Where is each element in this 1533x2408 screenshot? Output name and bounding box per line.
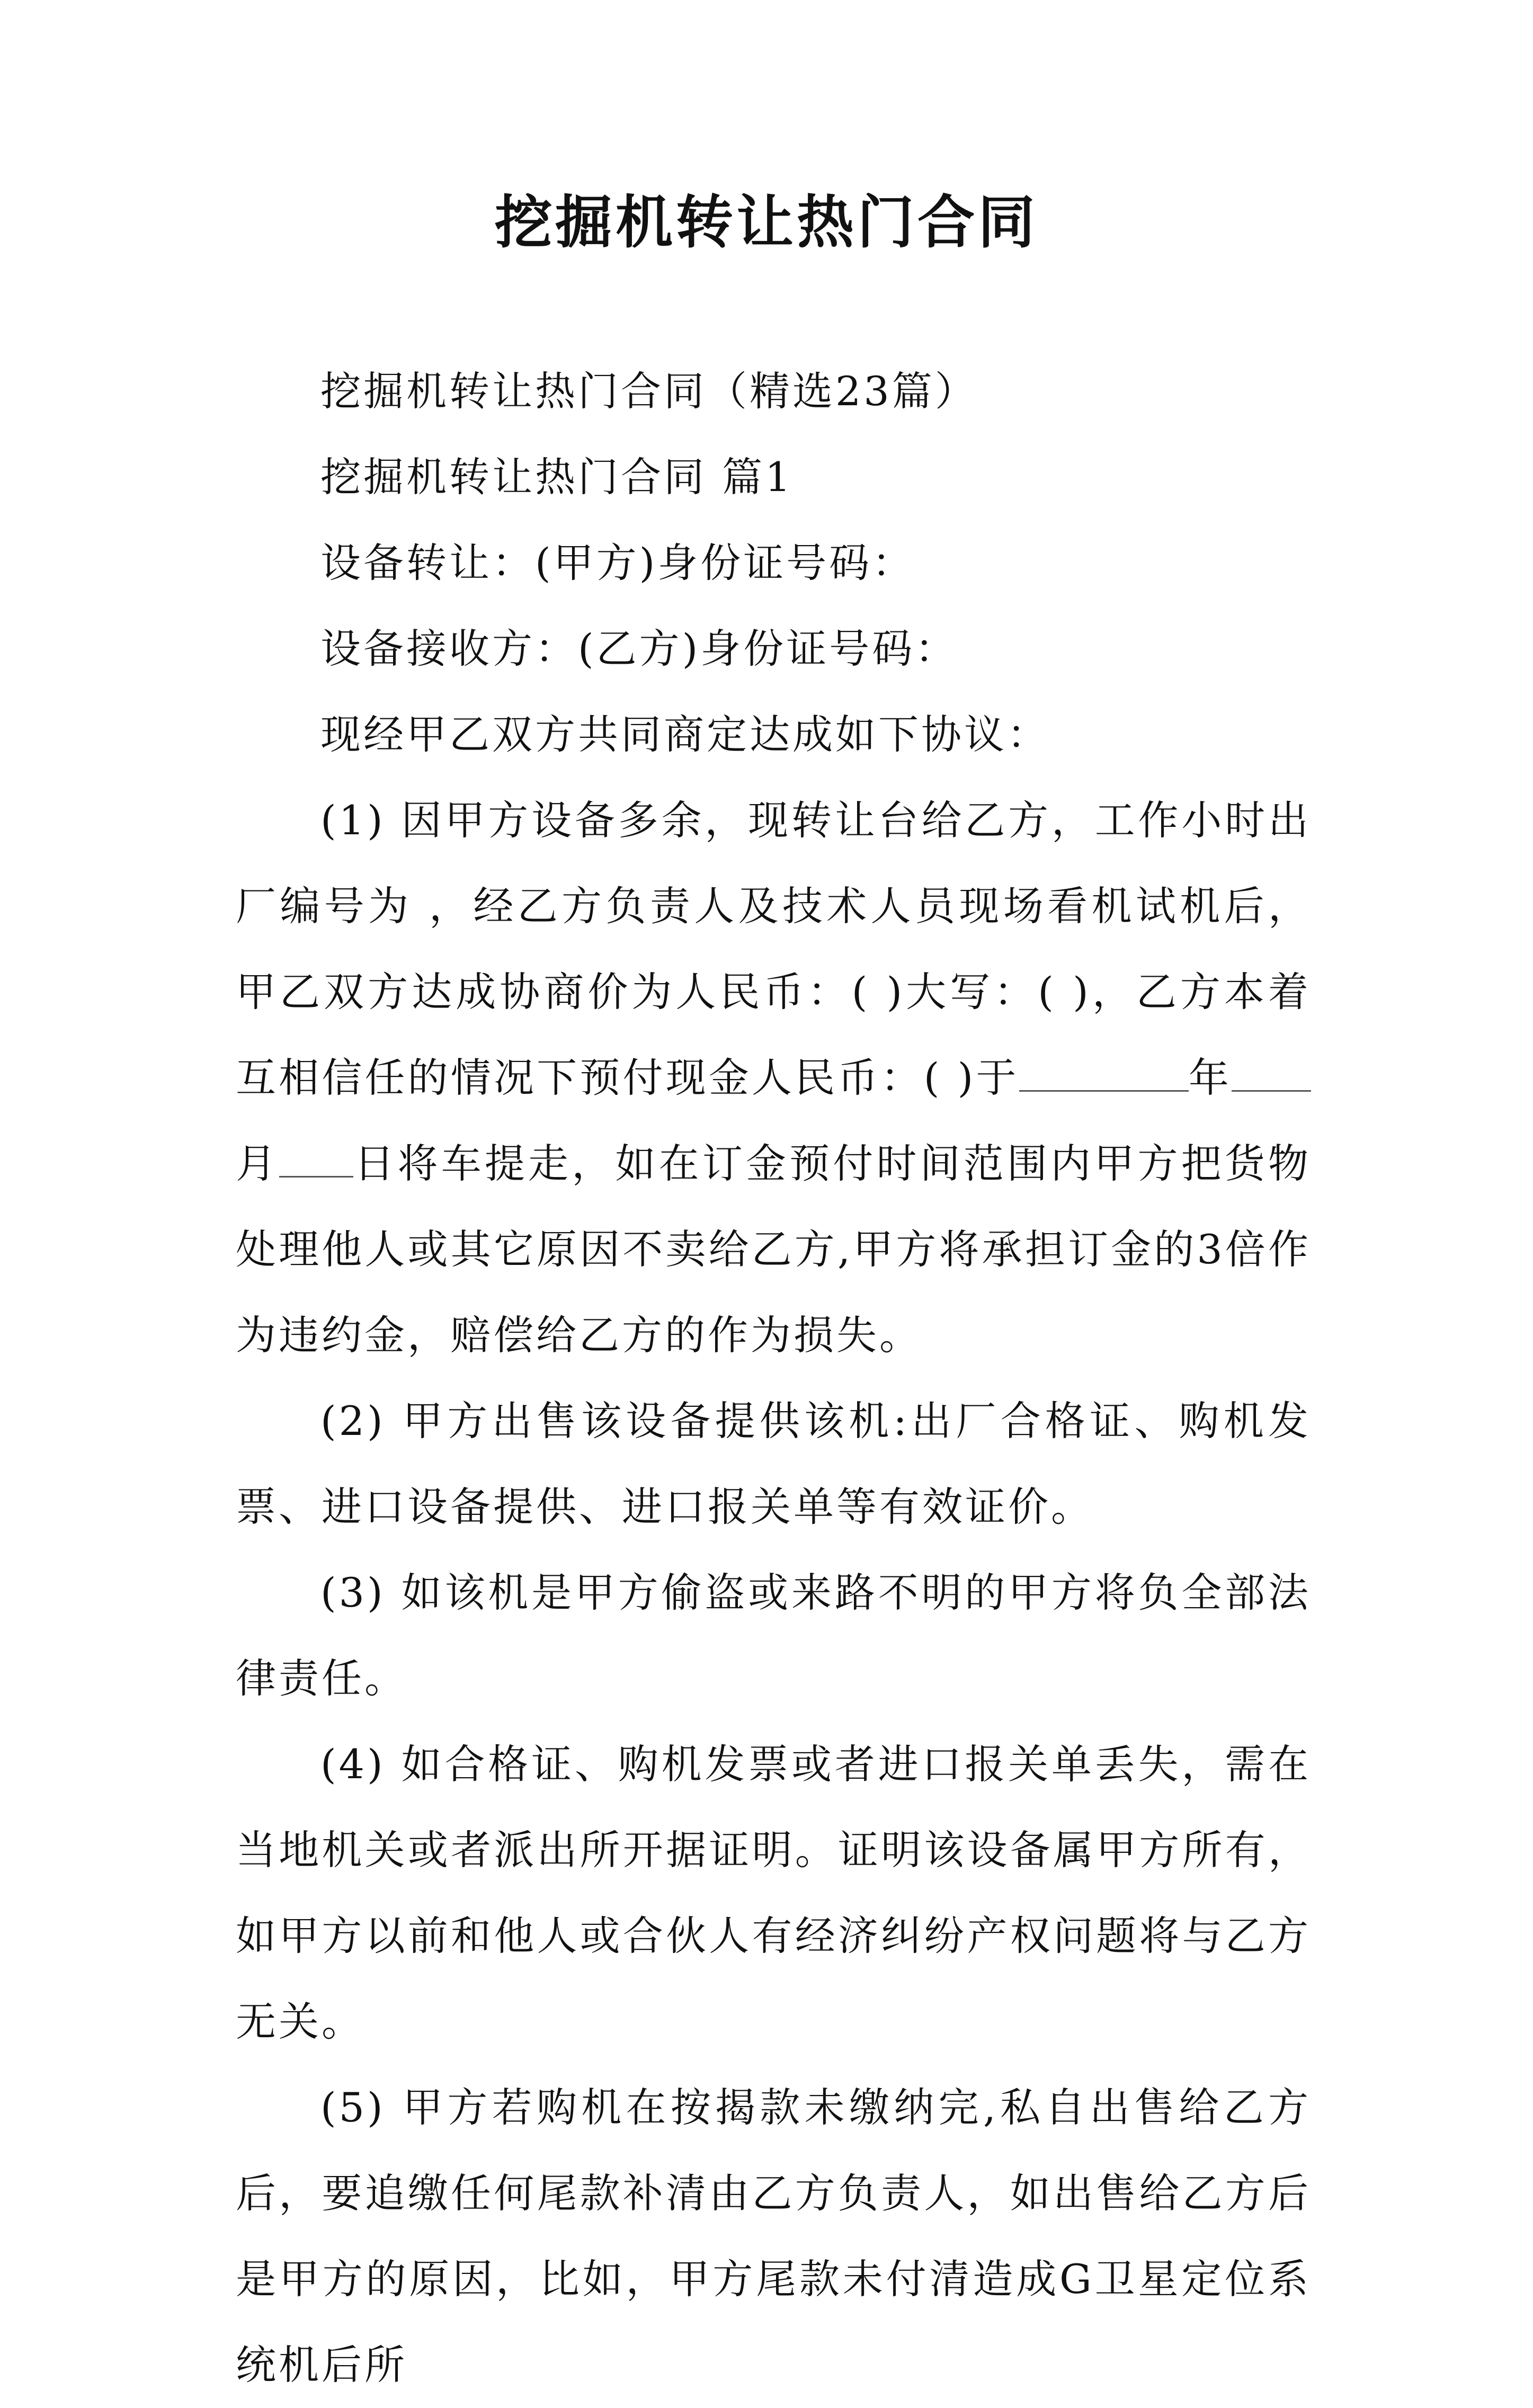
party-a-line: 设备转让：(甲方)身份证号码： [320,539,915,586]
clause-5: (5) 甲方若购机在按揭款未缴纳完,私自出售给乙方后，要追缴任何尾款补清由乙方负责人，如出售给乙方后是甲方的原因，比如，甲方尾款未付清造成G卫星定位系统机后所 [236,2084,1311,2388]
clause-1 [236,778,1311,1378]
document-body [236,349,1311,2408]
party-b-line: 设备接收方：(乙方)身份证号码： [320,625,958,672]
clause-3: (3) 如该机是甲方偷盗或来路不明的甲方将负全部法律责任。 [236,1569,1311,1702]
clause-4: (4) 如合格证、购机发票或者进口报关单丢失，需在当地机关或者派出所开据证明。证明该设备属甲方所有，如甲方以前和他人或合伙人有经济纠纷产权问题将与乙方无关。 [236,1741,1311,2045]
document-subtitle: 挖掘机转让热门合同（精选23篇） [320,368,978,415]
month-label: 月 [236,1140,280,1187]
year-label: 年 [1188,1054,1232,1101]
month-blank [1232,1055,1311,1092]
section-heading: 挖掘机转让热门合同 篇1 [320,453,794,501]
day-blank [279,1141,353,1178]
clause-1-text-a: (1) 因甲方设备多余，现转让台给乙方，工作小时出厂编号为 ，经乙方负责人及技术人员现场看机试机后，甲乙双方达成协商价为人民币：( )大写：( )，乙方本着互相信任的情况下预付现金人民币：( )于 [236,797,1311,1101]
agreement-intro: 现经甲乙双方共同商定达成如下协议： [320,711,1050,758]
document-title: 挖掘机转让热门合同 [494,189,1038,256]
clause-1-text-b: 日将车提走，如在订金预付时间范围内甲方把货物处理他人或其它原因不卖给乙方,甲方将承担订金的3倍作为违约金，赔偿给乙方的作为损失。 [236,1140,1312,1359]
year-blank [1019,1055,1189,1092]
clause-2: (2) 甲方出售该设备提供该机:出厂合格证、购机发票、进口设备提供、进口报关单等有效证价。 [236,1397,1311,1530]
